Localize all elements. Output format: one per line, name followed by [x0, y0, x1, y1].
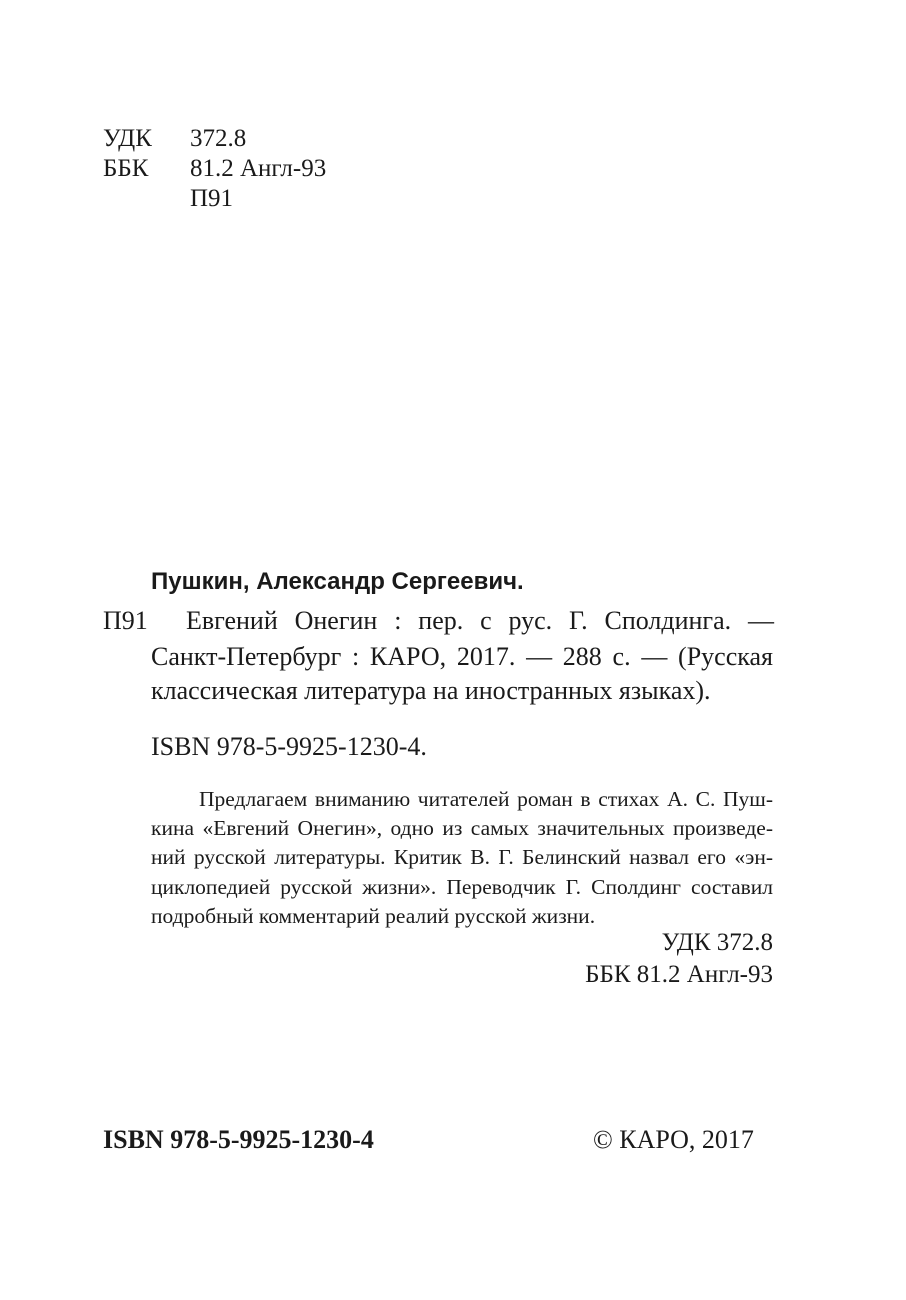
udk-label: УДК — [103, 125, 152, 152]
annotation-line: циклопедией русской жизни». Переводчик Г. Сполдинг составил — [151, 874, 773, 899]
annotation-line: Предлагаем вниманию читателей роман в стихах А. С. Пуш- — [199, 787, 773, 811]
udk-value: 372.8 — [190, 125, 247, 152]
bbk-value: 81.2 Англ-93 — [190, 155, 327, 182]
title-line-3: классическая литература на иностранных языках). — [151, 676, 711, 705]
bbk-label: ББК — [103, 155, 149, 182]
copyright: © КАРО, 2017 — [593, 1125, 754, 1154]
footer-isbn: ISBN 978-5-9925-1230-4 — [103, 1125, 374, 1154]
annotation — [151, 785, 773, 931]
card-author-mark: П91 — [103, 606, 148, 635]
author-name: Пушкин, Александр Сергеевич. — [151, 568, 524, 595]
bottom-bbk: ББК 81.2 Англ-93 — [585, 961, 773, 988]
title-line-1: Евгений Онегин : пер. с рус. Г. Сполдинга. — — [186, 606, 774, 635]
bottom-udk: УДК 372.8 — [661, 929, 773, 956]
card-isbn: ISBN 978-5-9925-1230-4. — [151, 732, 427, 761]
annotation-line: подробный комментарий реалий русской жизни. — [151, 903, 596, 928]
author-mark: П91 — [190, 185, 234, 212]
annotation-line: ний русской литературы. Критик В. Г. Белинский назвал его «эн- — [151, 845, 773, 870]
annotation-line: кина «Евгений Онегин», одно из самых значительных произведе- — [151, 816, 773, 841]
title-line-2: Санкт-Петербург : КАРО, 2017. — 288 с. — (Русская — [151, 642, 773, 671]
